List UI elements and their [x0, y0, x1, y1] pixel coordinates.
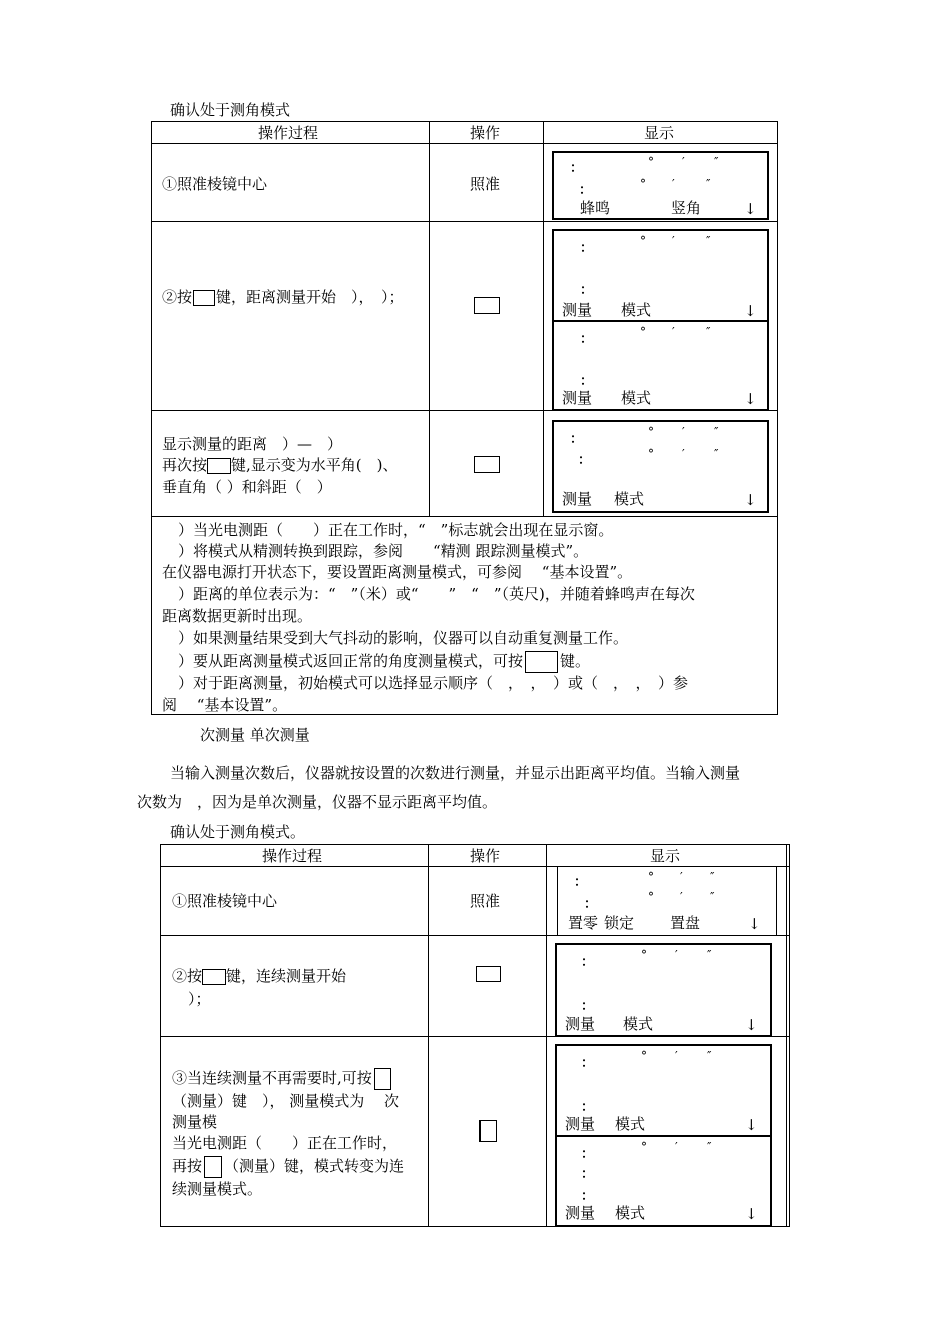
table2-header-display: 显示 [650, 847, 681, 865]
softkey-mode: 模式 [621, 389, 652, 407]
t1-row3-display: ： ° ′ ″ ： ° ′ ″ 测量 模式 ↓ [552, 420, 769, 513]
paragraph-line1: 当输入测量次数后，仪器就按设置的次数进行测量，并显示出距离平均值。当输入测量 [170, 764, 741, 782]
softkey-measure: 测量 [565, 1204, 596, 1222]
arrow-down-icon: ↓ [744, 302, 757, 320]
section2-intro: 确认处于测角模式。 [170, 823, 306, 841]
arrow-down-icon: ↓ [744, 200, 757, 218]
softkey-zero: 置零 [568, 914, 599, 932]
t2-row3-line5: 再按 （测量）键，模式转变为连 [172, 1156, 404, 1178]
arrow-down-icon: ↓ [744, 390, 757, 408]
heading2: 次测量 单次测量 [200, 726, 310, 744]
t1-row1-operation: 照准 [470, 175, 501, 193]
section1-intro: 确认处于测角模式 [170, 101, 291, 119]
t2-row3-line6: 续测量模式。 [172, 1180, 263, 1198]
t2-row1-display: ： ° ′ ″ ： ° ′ ″ 置零 锁定 置盘 ↓ [557, 866, 777, 936]
paragraph-line2: 次数为 ，因为是单次测量，仪器不显示距离平均值。 [137, 793, 498, 811]
table1-header-display: 显示 [644, 124, 675, 142]
key-icon [202, 969, 226, 985]
table2-header-operation: 操作 [470, 847, 501, 865]
softkey-measure: 测量 [562, 301, 593, 319]
t2-row1-operation: 照准 [470, 892, 501, 910]
softkey-mode: 模式 [623, 1015, 654, 1033]
t2-row2-display: ： ° ′ ″ ： 测量 模式 ↓ [555, 943, 772, 1037]
key-icon [207, 458, 231, 474]
t1-row3-line1: 显示测量的距离 ）— ） [162, 435, 343, 453]
softkey-set: 置盘 [670, 914, 701, 932]
t2-row1-process: ①照准棱镜中心 [172, 892, 278, 910]
table2-header-process: 操作过程 [262, 847, 323, 865]
measure-key-icon [474, 456, 500, 473]
key-icon [525, 651, 558, 673]
arrow-down-icon: ↓ [748, 915, 761, 933]
softkey-mode: 模式 [615, 1204, 646, 1222]
softkey-beep: 蜂鸣 [580, 199, 611, 217]
softkey-lock: 锁定 [604, 914, 635, 932]
t1-row2-display-a: ： ° ′ ″ ： 测量 模式 ↓ [552, 229, 769, 322]
measure-key-icon [476, 966, 501, 982]
t2-row3-line3: 测量模 [172, 1113, 218, 1131]
t1-row3-line3: 垂直角（ ）和斜距（ ） [162, 478, 332, 496]
t1-row1-display: ： ° ′ ″ ： ° ′ ″ 蜂鸣 竖角 ↓ [552, 151, 769, 220]
softkey-measure: 测量 [565, 1015, 596, 1033]
t1-row2-display-b: ： ° ′ ″ ： 测量 模式 ↓ [552, 320, 769, 411]
softkey-vertical-angle: 竖角 [671, 199, 702, 217]
key-icon [193, 290, 215, 306]
arrow-down-icon: ↓ [744, 491, 757, 509]
softkey-measure: 测量 [562, 490, 593, 508]
t2-row3-line2: （测量）键 ）， 测量模式为 次 [172, 1092, 400, 1110]
measure-key-icon [474, 297, 500, 314]
softkey-measure: 测量 [562, 389, 593, 407]
t2-row2-process: ②按 键，连续测量开始 [172, 967, 347, 985]
measure-key-icon [479, 1120, 497, 1142]
softkey-mode: 模式 [621, 301, 652, 319]
t1-row3-line2: 再次按 键,显示变为水平角( )、 [162, 456, 398, 474]
arrow-down-icon: ↓ [745, 1016, 758, 1034]
softkey-mode: 模式 [615, 1115, 646, 1133]
t1-row2-process: ②按 键，距离测量开始 ）， ）； [162, 288, 404, 306]
t2-row3-line4: 当光电测距（ ）正在工作时， [172, 1134, 398, 1152]
table1-header-operation: 操作 [470, 124, 501, 142]
arrow-down-icon: ↓ [745, 1116, 758, 1134]
t2-row3-line1: ③当连续测量不再需要时,可按 [172, 1068, 391, 1090]
t2-row2-process-end: ）； [188, 990, 211, 1008]
key-icon [374, 1068, 391, 1090]
softkey-mode: 模式 [614, 490, 645, 508]
table1-header-process: 操作过程 [258, 124, 319, 142]
arrow-down-icon: ↓ [745, 1205, 758, 1223]
t2-row3-display-b: ： ° ′ ″ ： ： 测量 模式 ↓ [555, 1135, 772, 1227]
softkey-measure: 测量 [565, 1115, 596, 1133]
t1-row1-process: ①照准棱镜中心 [162, 175, 268, 193]
key-icon [204, 1156, 222, 1178]
t2-row3-display-a: ： ° ′ ″ ： 测量 模式 ↓ [555, 1044, 772, 1137]
